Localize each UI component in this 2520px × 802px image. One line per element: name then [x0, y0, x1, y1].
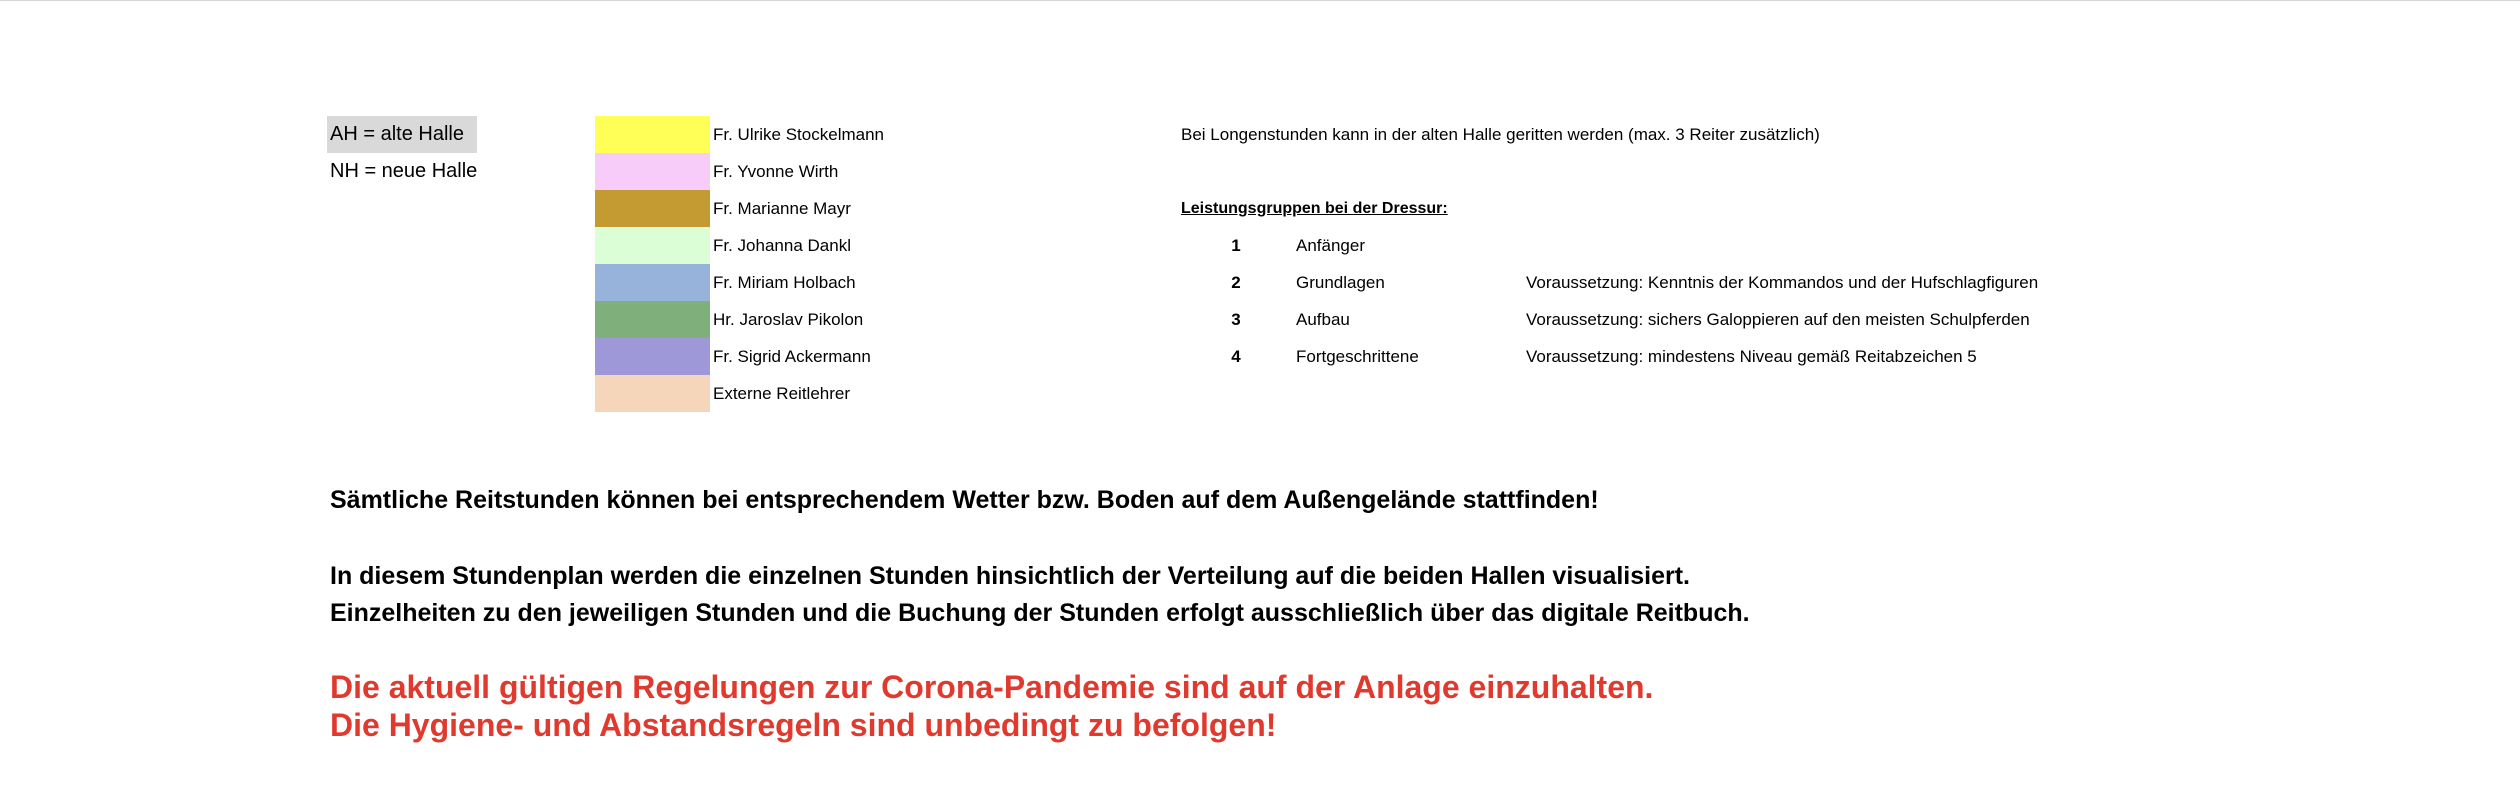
teacher-row[interactable] [595, 190, 884, 227]
outdoor-note[interactable]: Sämtliche Reitstunden können bei entsprechendem Wetter bzw. Boden auf dem Außengelände stattfinden! [330, 486, 1599, 514]
group-number: 3 [1231, 310, 1241, 329]
hall-legend [327, 116, 477, 190]
performance-groups [1181, 227, 2181, 375]
group-requirement: Voraussetzung: mindestens Niveau gemäß Reitabzeichen 5 [1526, 347, 1977, 366]
teacher-row[interactable] [595, 264, 884, 301]
corona-rules-note[interactable]: Die aktuell gültigen Regelungen zur Corona-Pandemie sind auf der Anlage einzuhalten. [330, 669, 1654, 705]
hall-legend-ah[interactable]: AH = alte Halle [327, 116, 477, 153]
groups-title[interactable]: Leistungsgruppen bei der Dressur: [1181, 200, 1448, 217]
longe-note[interactable]: Bei Longenstunden kann in der alten Halle geritten werden (max. 3 Reiter zusätzlich) [1181, 125, 1820, 144]
teacher-name: Fr. Johanna Dankl [713, 235, 851, 255]
teacher-color-swatch [595, 190, 710, 227]
teacher-row[interactable] [595, 116, 884, 153]
teacher-color-swatch [595, 301, 710, 338]
teacher-name: Externe Reitlehrer [713, 383, 851, 403]
group-number: 2 [1231, 273, 1241, 292]
teacher-name: Fr. Miriam Holbach [713, 272, 856, 292]
teacher-row[interactable] [595, 153, 884, 190]
teacher-color-swatch [595, 153, 710, 190]
group-name: Aufbau [1296, 310, 1350, 329]
schedule-info-note[interactable]: In diesem Stundenplan werden die einzelnen Stunden hinsichtlich der Verteilung auf die beiden Hallen visualisiert. [330, 562, 1690, 590]
group-name: Grundlagen [1296, 273, 1385, 292]
teacher-color-swatch [595, 264, 710, 301]
group-row[interactable] [1181, 227, 2181, 264]
teacher-name: Fr. Ulrike Stockelmann [713, 124, 884, 144]
teacher-name: Fr. Sigrid Ackermann [713, 346, 871, 366]
teacher-name: Hr. Jaroslav Pikolon [713, 309, 864, 329]
group-row[interactable] [1181, 338, 2181, 375]
sheet-top-border [0, 0, 2520, 1]
teacher-name: Fr. Yvonne Wirth [713, 161, 839, 181]
group-name: Fortgeschrittene [1296, 347, 1419, 366]
hall-legend-nh[interactable]: NH = neue Halle [330, 160, 478, 182]
teacher-color-swatch [595, 227, 710, 264]
group-requirement: Voraussetzung: sichers Galoppieren auf den meisten Schulpferden [1526, 310, 2030, 329]
teacher-color-swatch [595, 338, 710, 375]
hygiene-rules-note[interactable]: Die Hygiene- und Abstandsregeln sind unbedingt zu befolgen! [330, 707, 1277, 743]
booking-info-note[interactable]: Einzelheiten zu den jeweiligen Stunden und die Buchung der Stunden erfolgt ausschließlich über das digitale Reitbuch. [330, 599, 1750, 627]
teacher-row[interactable] [595, 301, 884, 338]
group-requirement: Voraussetzung: Kenntnis der Kommandos und der Hufschlagfiguren [1526, 273, 2039, 292]
teacher-color-swatch [595, 375, 710, 412]
group-row[interactable] [1181, 264, 2181, 301]
teacher-row[interactable] [595, 227, 884, 264]
teacher-row[interactable] [595, 375, 884, 412]
group-name: Anfänger [1296, 236, 1365, 255]
teacher-row[interactable] [595, 338, 884, 375]
teacher-color-legend [595, 116, 884, 412]
teacher-color-swatch [595, 116, 710, 153]
group-number: 1 [1231, 236, 1241, 255]
group-row[interactable] [1181, 301, 2181, 338]
teacher-name: Fr. Marianne Mayr [713, 198, 851, 218]
group-number: 4 [1231, 347, 1241, 366]
